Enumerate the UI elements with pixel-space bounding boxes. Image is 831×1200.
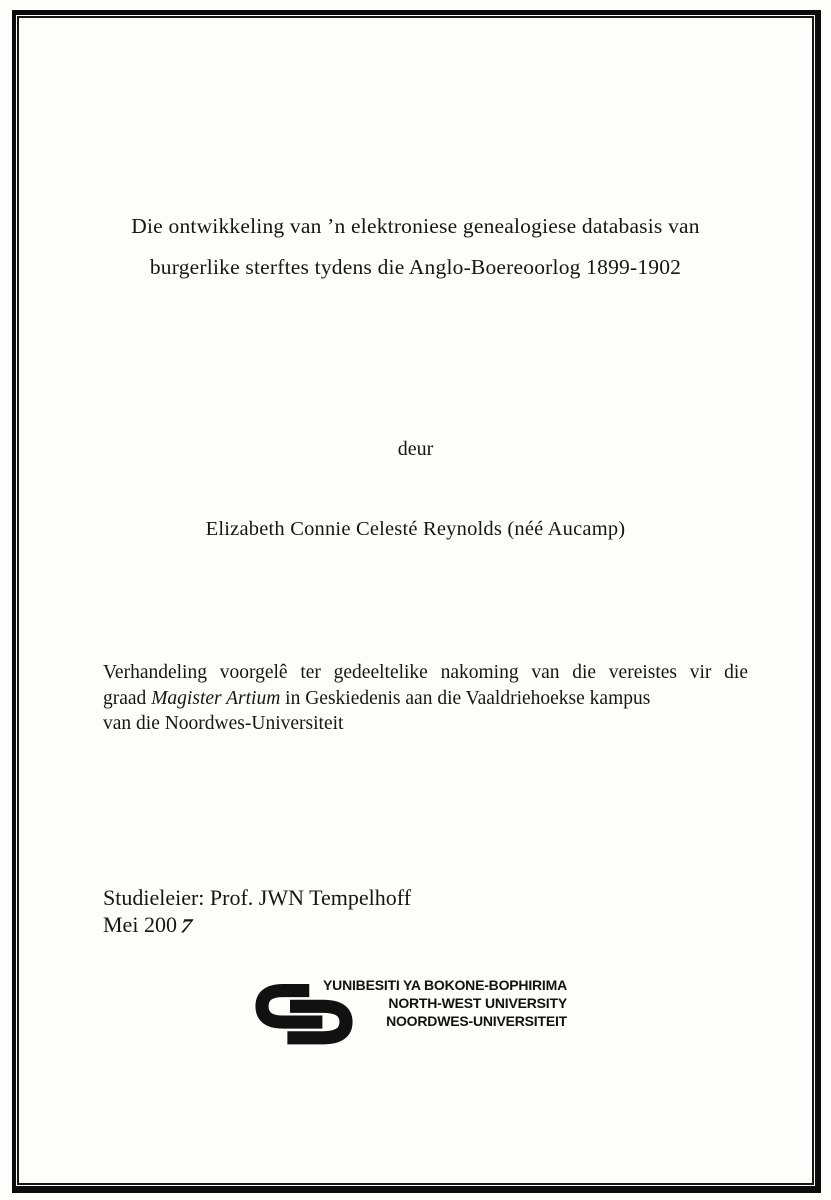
logo-line-english: NORTH-WEST UNIVERSITY: [388, 995, 567, 1011]
statement-line2-prefix: graad: [103, 687, 152, 709]
supervisor-line: Studieleier: Prof. JWN Tempelhoff: [103, 885, 412, 910]
thesis-title-line2: burgerlike sterftes tydens die Anglo-Boereoorlog 1899-1902: [149, 255, 682, 279]
statement-line2: [103, 686, 748, 712]
date-last-digit: 7: [177, 914, 196, 938]
statement-line1: Verhandeling voorgelê ter gedeeltelike nakoming van die vereistes vir die: [103, 662, 748, 683]
supervisor-block: [103, 884, 411, 938]
thesis-title: [0, 206, 831, 288]
author-name: Elizabeth Connie Celesté Reynolds (néé Aucamp): [205, 518, 626, 540]
submission-statement: [103, 660, 748, 737]
date-prefix: Mei 200: [103, 912, 177, 937]
logo-line-setswana: YUNIBESITI YA BOKONE-BOPHIRIMA: [323, 977, 567, 993]
nwu-logo-wordmark: [267, 976, 567, 1030]
statement-line2-suffix: in Geskiedenis aan die Vaaldriehoekse kampus: [280, 687, 651, 709]
byline-label: deur: [397, 438, 434, 460]
thesis-title-line1: Die ontwikkeling van ’n elektroniese genealogiese databasis van: [131, 214, 700, 238]
date-line: [103, 911, 411, 938]
logo-line-afrikaans: NOORDWES-UNIVERSITEIT: [386, 1013, 567, 1029]
statement-line3: van die Noordwes-Universiteit: [103, 713, 344, 734]
degree-name-italic: Magister Artium: [151, 687, 281, 709]
